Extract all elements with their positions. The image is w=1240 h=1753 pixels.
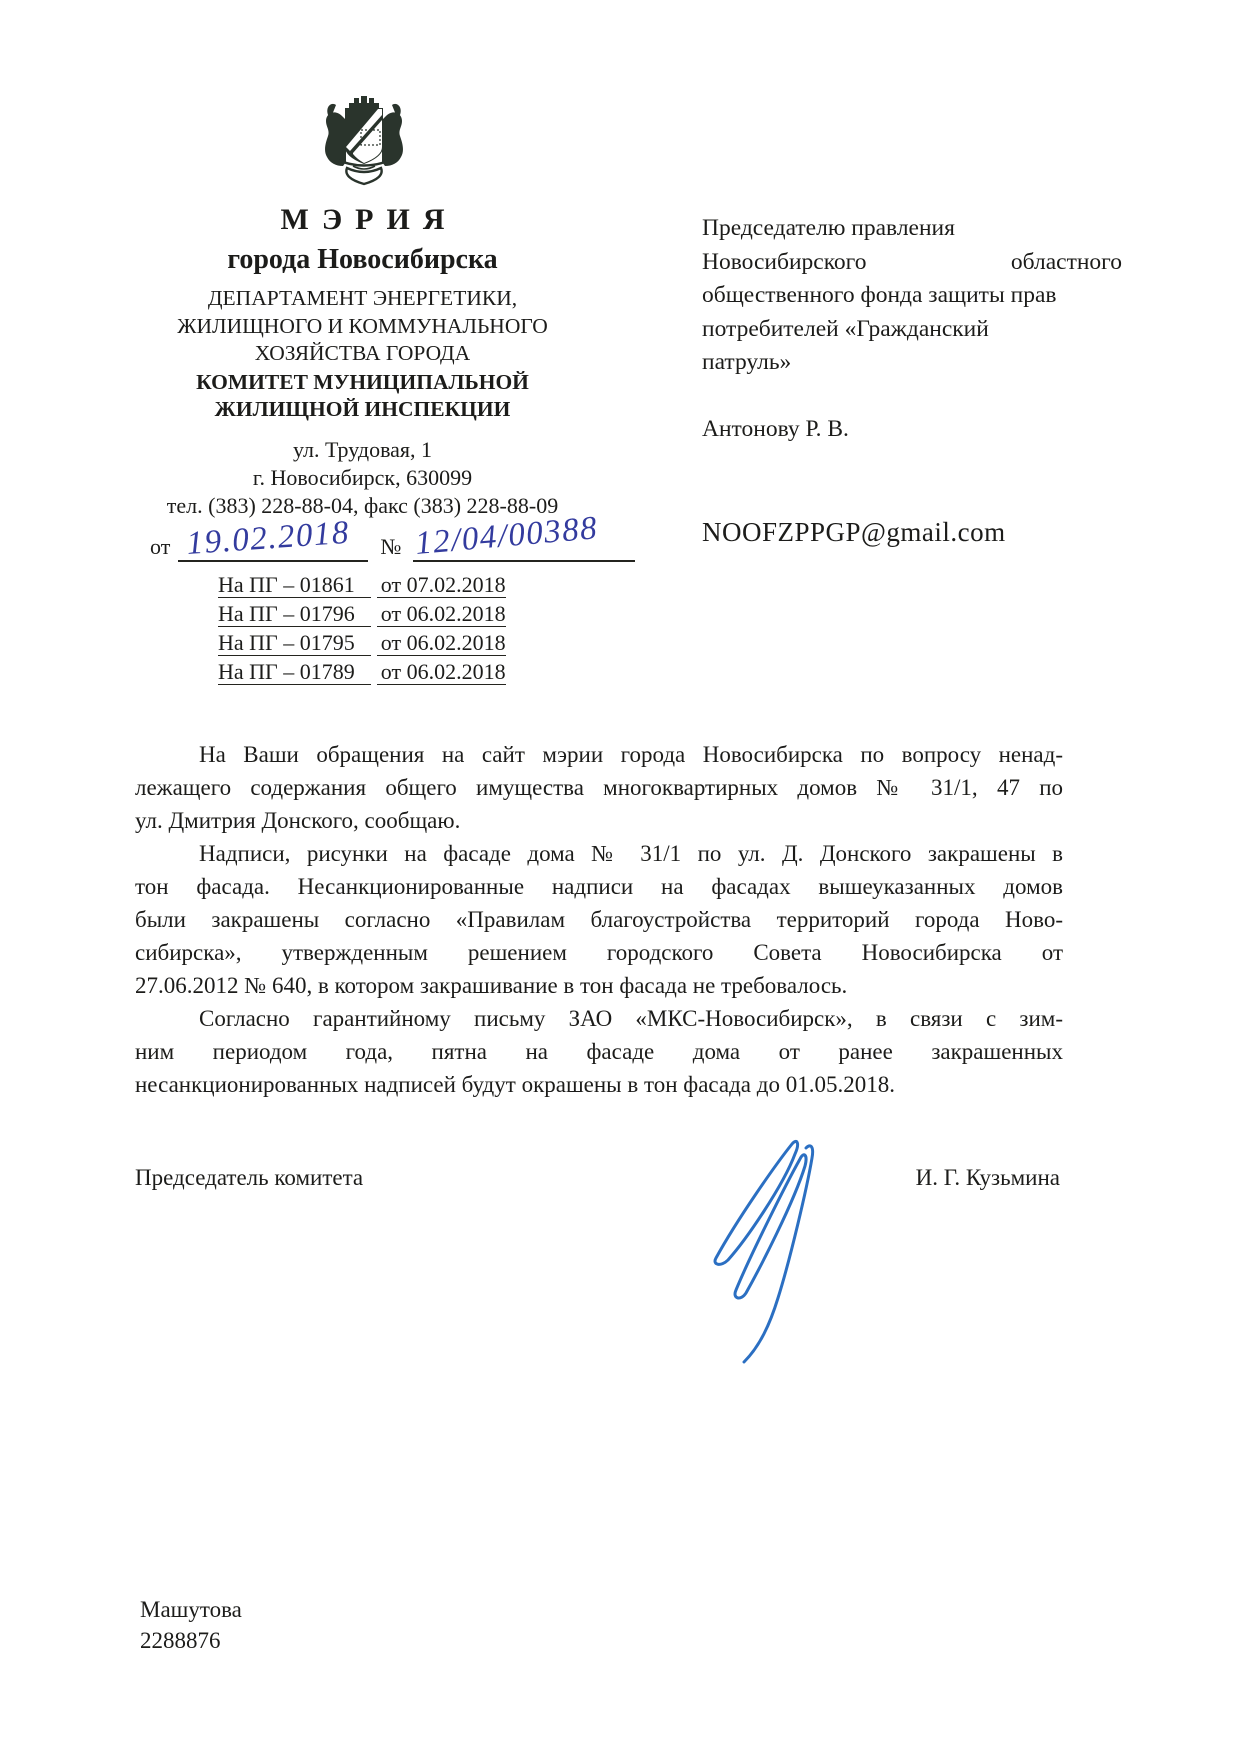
executor-phone: 2288876 <box>140 1628 221 1653</box>
body-line: ним периодом года, пятна на фасаде дома от ранее закрашенных <box>135 1039 1063 1064</box>
letterhead <box>110 203 615 520</box>
department-name <box>110 285 615 368</box>
reference-date: от 06.02.2018 <box>377 659 506 685</box>
signature-row <box>135 1165 1060 1191</box>
reference-line <box>218 599 506 628</box>
reference-line <box>218 657 506 686</box>
letter-body <box>135 738 1063 1101</box>
recipient-person-name: Антонову Р. В. <box>702 416 849 442</box>
number-blank-line <box>413 510 635 563</box>
reference-line <box>218 628 506 657</box>
reference-number: На ПГ – 01861 <box>218 572 371 598</box>
recipient-line: Председателю правления <box>702 215 955 241</box>
body-line: тон фасада. Несанкционированные надписи на фасадах вышеуказанных домов <box>135 874 1063 899</box>
body-line: ул. Дмитрия Донского, сообщаю. <box>135 808 461 833</box>
handwritten-signature-icon <box>688 1126 863 1364</box>
reference-number: На ПГ – 01796 <box>218 601 371 627</box>
department-line: ЖИЛИЩНОГО И КОММУНАЛЬНОГО <box>177 313 548 338</box>
novosibirsk-coat-of-arms-icon <box>316 92 412 200</box>
body-line: Надписи, рисунки на фасаде дома № 31/1 по ул. Д. Донского закрашены в <box>199 841 1063 866</box>
org-name-main: МЭРИЯ <box>280 203 458 236</box>
reference-number: На ПГ – 01795 <box>218 630 371 656</box>
number-label: № <box>380 534 402 559</box>
committee-line: КОМИТЕТ МУНИЦИПАЛЬНОЙ <box>196 369 529 394</box>
reference-date: от 06.02.2018 <box>377 601 506 627</box>
reference-date: от 07.02.2018 <box>377 572 506 598</box>
signer-name: И. Г. Кузьмина <box>915 1165 1060 1190</box>
committee-name <box>110 369 615 424</box>
recipient-block <box>702 212 1122 380</box>
body-line: На Ваши обращения на сайт мэрии города Новосибирска по вопросу ненад- <box>199 742 1063 767</box>
executor-block <box>140 1594 242 1656</box>
handwritten-number: 12/04/00388 <box>414 510 600 563</box>
phone-fax-line: тел. (383) 228-88-04, факс (383) 228-88-09 <box>166 492 559 518</box>
city-address: г. Новосибирск, 630099 <box>252 464 473 490</box>
recipient-line: потребителей «Гражданский <box>702 315 989 342</box>
incoming-references <box>218 570 506 686</box>
reference-date: от 06.02.2018 <box>377 630 506 656</box>
street-address: ул. Трудовая, 1 <box>292 436 433 462</box>
department-line: ХОЗЯЙСТВА ГОРОДА <box>254 341 471 365</box>
contact-block <box>110 436 615 520</box>
date-blank-line <box>178 514 368 563</box>
executor-name: Машутова <box>140 1597 242 1622</box>
body-line: лежащего содержания общего имущества многоквартирных домов № 31/1, 47 по <box>135 775 1063 800</box>
reference-line <box>218 570 506 599</box>
date-number-line <box>150 510 670 563</box>
department-line: ДЕПАРТАМЕНТ ЭНЕРГЕТИКИ, <box>207 286 518 310</box>
recipient-email: NOOFZPPGP@gmail.com <box>702 517 1006 547</box>
reference-number: На ПГ – 01789 <box>218 659 371 685</box>
body-line: 27.06.2012 № 640, в котором закрашивание в тон фасада не требовалось. <box>135 973 848 998</box>
body-line: несанкционированных надписей будут окрашены в тон фасада до 01.05.2018. <box>135 1072 895 1097</box>
recipient-line: патруль» <box>702 349 792 375</box>
signer-title: Председатель комитета <box>135 1165 364 1190</box>
date-label: от <box>150 534 171 559</box>
body-line: были закрашены согласно «Правилам благоустройства территорий города Ново- <box>135 907 1063 932</box>
org-name-city: города Новосибирска <box>227 244 498 275</box>
handwritten-date: 19.02.2018 <box>185 514 352 563</box>
body-line: Согласно гарантийному письму ЗАО «МКС-Новосибирск», в связи с зим- <box>199 1006 1063 1031</box>
committee-line: ЖИЛИЩНОЙ ИНСПЕКЦИИ <box>214 397 511 421</box>
recipient-line: Новосибирского областного <box>702 248 1122 275</box>
recipient-line: общественного фонда защиты прав <box>702 282 1057 308</box>
body-line: сибирска», утвержденным решением городского Совета Новосибирска от <box>135 940 1063 965</box>
